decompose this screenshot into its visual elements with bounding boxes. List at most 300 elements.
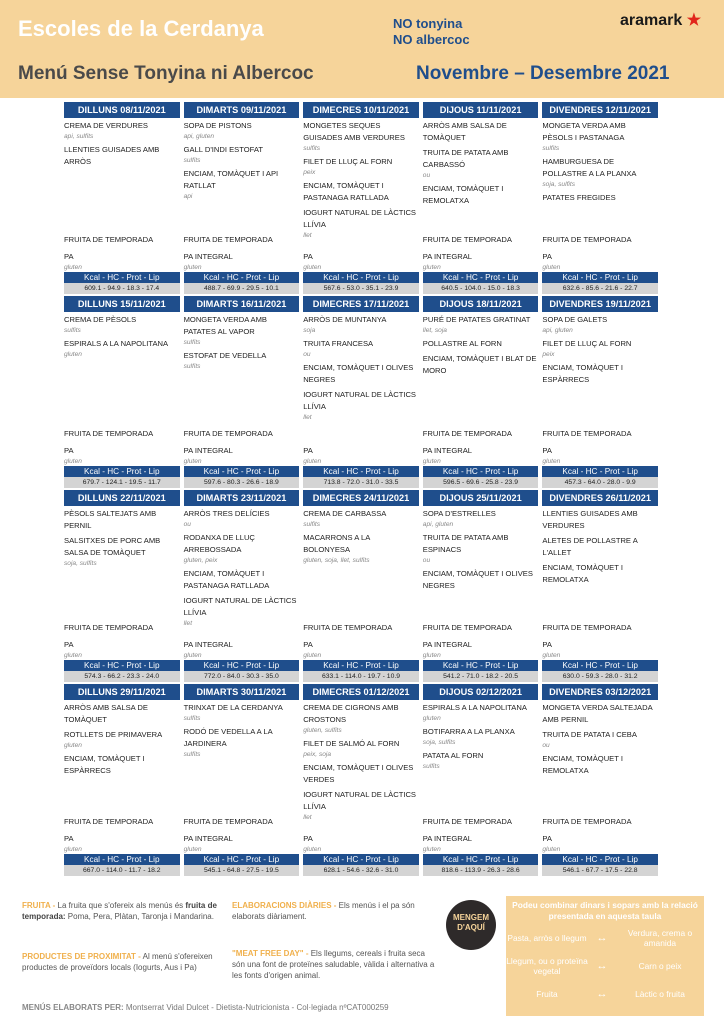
dish-name: ARRÒS TRES DELÍCIES [183, 509, 270, 518]
nutrition-header: Kcal - HC - Prot - Lip [423, 660, 539, 671]
fruit-item: FRUITA DE TEMPORADA [542, 429, 632, 438]
bread-allergens: gluten [303, 458, 322, 465]
day-header: DIMECRES 24/11/2021 [303, 490, 419, 506]
dish-allergens: sulfits [422, 763, 440, 770]
menu-grid [62, 102, 660, 878]
dish-name: CREMA DE VERDURES [64, 121, 148, 130]
dish-name: ESPIRALS A LA NAPOLITANA [422, 703, 527, 712]
credit-line [22, 1003, 389, 1012]
day-header: DIVENDRES 19/11/2021 [542, 296, 658, 312]
local-note-text: Al menú s'ofereixen productes de proveïdors locals (Iogurts, Aus i Pa) [22, 952, 213, 972]
bread-allergens: gluten [422, 264, 441, 271]
double-arrow-icon: ↔ [596, 988, 608, 1000]
fruit-item: FRUITA DE TEMPORADA [542, 817, 632, 826]
dish-allergens: api, gluten [183, 133, 215, 140]
day-cell [540, 102, 660, 294]
dish-allergens: ou [183, 521, 191, 528]
day-header: DIJOUS 18/11/2021 [423, 296, 539, 312]
week-row [62, 684, 660, 876]
dish-name: IOGURT NATURAL DE LÀCTICS LLÍVIA [303, 208, 416, 229]
nutrition-block [542, 854, 658, 876]
dish-allergens: llet, soja [422, 327, 447, 334]
dish-name: BOTIFARRA A LA PLANXA [422, 727, 515, 736]
bread-block [303, 445, 419, 466]
nutrition-header: Kcal - HC - Prot - Lip [64, 854, 180, 865]
dish-allergens: llet [183, 620, 193, 627]
nutrition-header: Kcal - HC - Prot - Lip [184, 854, 300, 865]
local-note [22, 951, 222, 973]
dish-name: ARRÒS AMB SALSA DE TOMÀQUET [64, 703, 148, 724]
dish-name: ENCIAM, TOMÀQUET I ESPÀRRECS [542, 363, 623, 384]
bread-allergens: gluten [422, 458, 441, 465]
star-icon: ★ [682, 12, 702, 29]
bread-item: PA [64, 640, 74, 649]
dish-name: GALL D'INDI ESTOFAT [183, 145, 263, 154]
nutrition-values: 545.1 - 64.8 - 27.5 - 19.5 [184, 865, 300, 876]
bread-allergens: gluten [183, 846, 202, 853]
day-header: DIMECRES 17/11/2021 [303, 296, 419, 312]
bread-item: PA INTEGRAL [422, 446, 473, 455]
nutrition-values: 772.0 - 84.0 - 30.3 - 35.0 [184, 671, 300, 682]
meat-free-text: Els llegums, cereals i fruita seca són una font de proteïnes saludable, vàlida i alternativa a les fonts d'origen animal. [232, 949, 435, 980]
dish-allergens: gluten, sulfits [303, 727, 342, 734]
nutrition-header: Kcal - HC - Prot - Lip [64, 466, 180, 477]
bread-item: PA INTEGRAL [183, 446, 233, 455]
dish-allergens: ou [422, 557, 431, 564]
day-cell [421, 684, 541, 876]
nutrition-header: Kcal - HC - Prot - Lip [423, 466, 539, 477]
bread-block [64, 639, 180, 660]
bread-allergens: gluten [542, 264, 561, 271]
bread-allergens: gluten [303, 652, 322, 659]
bread-allergens: gluten [64, 652, 82, 659]
combination-heading: Podeu combinar dinars i sopars amb la relació presentada en aquesta taula [512, 900, 698, 921]
day-header: DIJOUS 25/11/2021 [423, 490, 539, 506]
dish-name: CREMA DE PÈSOLS [64, 315, 137, 324]
day-cell [540, 296, 660, 488]
nutrition-block [303, 466, 419, 488]
nutrition-block [542, 660, 658, 682]
fruit-note-label: FRUITA - [22, 901, 56, 910]
menu-period: Novembre – Desembre 2021 [416, 63, 670, 84]
combination-row [506, 952, 704, 980]
local-badge [446, 900, 496, 950]
nutrition-header: Kcal - HC - Prot - Lip [542, 466, 658, 477]
day-header: DIVENDRES 03/12/2021 [542, 684, 658, 700]
bread-allergens: gluten [64, 846, 82, 853]
dish-allergens: peix [303, 169, 316, 176]
nutrition-header: Kcal - HC - Prot - Lip [303, 466, 419, 477]
bread-item: PA INTEGRAL [183, 640, 233, 649]
dish-allergens: api, sulfits [64, 133, 94, 140]
week-row [62, 102, 660, 294]
nutrition-values: 597.6 - 80.3 - 26.6 - 18.9 [184, 477, 300, 488]
dish-name: SOPA DE GALETS [542, 315, 608, 324]
nutrition-block [423, 854, 539, 876]
nutrition-block [184, 854, 300, 876]
nutrition-values: 546.1 - 67.7 - 17.5 - 22.8 [542, 865, 658, 876]
nutrition-values: 541.2 - 71.0 - 18.2 - 20.5 [423, 671, 539, 682]
bread-block [184, 833, 300, 854]
dish-name: LLENTIES GUISADES AMB VERDURES [542, 509, 638, 530]
bread-allergens: gluten [542, 458, 561, 465]
dish-allergens: sulfits [64, 327, 81, 334]
dish-name: ENCIAM, TOMÀQUET I PASTANAGA RATLLADA [303, 181, 389, 202]
nutrition-block [64, 272, 180, 294]
dish-name: LLENTIES GUISADES AMB ARRÒS [64, 145, 160, 166]
bread-allergens: gluten [183, 264, 202, 271]
dish-name: ENCIAM, TOMÀQUET I REMOLATXA [542, 563, 623, 584]
dish-allergens: gluten [64, 351, 82, 358]
menu-subtitle: Menú Sense Tonyina ni Albercoc [18, 63, 314, 84]
bread-block [184, 251, 300, 272]
dish-name: ENCIAM, TOMÀQUET I OLIVES NEGRES [422, 569, 533, 590]
daily-note-text: Els menús i el pa són elaborats diàriament. [232, 901, 415, 921]
fruit-item: FRUITA DE TEMPORADA [64, 817, 154, 826]
bread-item: PA INTEGRAL [183, 834, 233, 843]
meat-free-label: "MEAT FREE DAY" - [232, 949, 309, 958]
fruit-item: FRUITA DE TEMPORADA [303, 623, 393, 632]
nutrition-header: Kcal - HC - Prot - Lip [303, 854, 419, 865]
bread-item: PA [542, 446, 552, 455]
bread-block [64, 251, 180, 272]
dish-name: ENCIAM, TOMÀQUET I API RATLLAT [183, 169, 279, 190]
dish-name: ARRÒS DE MUNTANYA [303, 315, 387, 324]
nutrition-values: 567.6 - 53.0 - 35.1 - 23.9 [303, 283, 419, 294]
header-band [0, 0, 724, 98]
fruit-note-bold: fruita de temporada: [22, 901, 217, 921]
bread-item: PA [303, 834, 313, 843]
bread-allergens: gluten [422, 652, 441, 659]
day-cell [62, 490, 182, 682]
double-arrow-icon: ↔ [596, 960, 608, 972]
combination-right: Làctic o fruita [635, 989, 685, 999]
dish-allergens: gluten, soja, llet, sulfits [303, 557, 370, 564]
nutrition-header: Kcal - HC - Prot - Lip [303, 272, 419, 283]
bread-block [303, 639, 419, 660]
nutrition-block [64, 660, 180, 682]
nutrition-block [303, 272, 419, 294]
bread-allergens: gluten [183, 652, 202, 659]
bread-block [542, 445, 658, 466]
day-cell [540, 684, 660, 876]
nutrition-block [184, 660, 300, 682]
dish-name: PÈSOLS SALTEJATS AMB PERNIL [64, 509, 157, 530]
dish-allergens: sulfits [303, 521, 321, 528]
bread-allergens: gluten [542, 652, 561, 659]
bread-item: PA [303, 446, 313, 455]
dish-name: ESPIRALS A LA NAPOLITANA [64, 339, 169, 348]
no-tuna-label: NO tonyina [393, 16, 463, 31]
day-header: DIJOUS 11/11/2021 [423, 102, 539, 118]
bread-allergens: gluten [183, 458, 202, 465]
nutrition-values: 630.0 - 59.3 - 28.0 - 31.2 [542, 671, 658, 682]
nutrition-values: 609.1 - 94.9 - 18.3 - 17.4 [64, 283, 180, 294]
dish-allergens: ou [303, 351, 311, 358]
dish-allergens: llet [303, 414, 312, 421]
dish-name: TRUITA FRANCESA [303, 339, 374, 348]
bread-item: PA [542, 640, 552, 649]
dish-name: ENCIAM, TOMÀQUET I PASTANAGA RATLLADA [183, 569, 270, 590]
dish-name: MONGETA VERDA SALTEJADA AMB PERNIL [542, 703, 653, 724]
nutrition-values: 488.7 - 69.9 - 29.5 - 10.1 [184, 283, 300, 294]
fruit-item: FRUITA DE TEMPORADA [542, 623, 632, 632]
dish-name: ENCIAM, TOMÀQUET I REMOLATXA [542, 754, 623, 775]
nutrition-block [184, 466, 300, 488]
day-cell [301, 490, 421, 682]
combination-left: Fruita [536, 989, 558, 999]
dish-name: MONGETES SEQUES GUISADES AMB VERDURES [303, 121, 405, 142]
dish-allergens: soja, sulfits [64, 560, 97, 567]
dish-allergens: soja, sulfits [422, 739, 456, 746]
bread-item: PA [64, 834, 74, 843]
fruit-item: FRUITA DE TEMPORADA [64, 623, 154, 632]
day-header: DIMECRES 01/12/2021 [303, 684, 419, 700]
dish-name: TRINXAT DE LA CERDANYA [183, 703, 283, 712]
daily-note-label: ELABORACIONS DIÀRIES - [232, 901, 337, 910]
day-header: DIMECRES 10/11/2021 [303, 102, 419, 118]
bread-allergens: gluten [64, 458, 82, 465]
dish-name: CREMA DE CARBASSA [303, 509, 387, 518]
day-cell [62, 102, 182, 294]
dish-allergens: api, gluten [542, 327, 573, 334]
dish-allergens: gluten [64, 742, 82, 749]
dish-name: FILET DE LLUÇ AL FORN [542, 339, 632, 348]
dish-allergens: sulfits [183, 157, 201, 164]
nutrition-block [64, 854, 180, 876]
dish-allergens: peix, soja [303, 751, 332, 758]
dish-name: IOGURT NATURAL DE LÀCTICS LLÍVIA [303, 790, 416, 811]
day-header: DIMARTS 09/11/2021 [184, 102, 300, 118]
nutrition-values: 574.3 - 66.2 - 23.3 - 24.0 [64, 671, 180, 682]
nutrition-block [303, 854, 419, 876]
day-cell [540, 490, 660, 682]
footer [0, 890, 724, 1024]
day-header: DIMARTS 30/11/2021 [184, 684, 300, 700]
nutrition-block [423, 660, 539, 682]
dish-allergens: sulfits [183, 751, 201, 758]
fruit-item: FRUITA DE TEMPORADA [542, 235, 632, 244]
day-header: DIVENDRES 26/11/2021 [542, 490, 658, 506]
dish-name: ENCIAM, TOMÀQUET I BLAT DE MORO [422, 354, 537, 375]
bread-block [423, 251, 539, 272]
fruit-item: FRUITA DE TEMPORADA [422, 623, 512, 632]
bread-block [64, 833, 180, 854]
dish-name: SALSITXES DE PORC AMB SALSA DE TOMÀQUET [64, 536, 161, 557]
combination-left: Pasta, arròs o llegum [507, 933, 587, 943]
day-cell [301, 684, 421, 876]
day-cell [62, 684, 182, 876]
nutrition-header: Kcal - HC - Prot - Lip [64, 272, 180, 283]
bread-block [542, 833, 658, 854]
bread-block [423, 639, 539, 660]
nutrition-block [542, 466, 658, 488]
dish-allergens: llet [303, 814, 312, 821]
day-cell [182, 684, 302, 876]
dish-name: RODANXA DE LLUÇ ARREBOSSADA [183, 533, 255, 554]
school-title: Escoles de la Cerdanya [18, 16, 264, 41]
nutrition-values: 633.1 - 114.0 - 19.7 - 10.9 [303, 671, 419, 682]
bread-allergens: gluten [542, 846, 561, 853]
bread-item: PA [303, 640, 313, 649]
nutrition-header: Kcal - HC - Prot - Lip [184, 660, 300, 671]
day-cell [301, 296, 421, 488]
dish-name: RODÓ DE VEDELLA A LA JARDINERA [183, 727, 273, 748]
no-ingredients-notice [393, 16, 470, 48]
dish-name: ENCIAM, TOMÀQUET I OLIVES NEGRES [303, 363, 414, 384]
nutrition-block [423, 272, 539, 294]
fruit-item: FRUITA DE TEMPORADA [422, 817, 512, 826]
nutrition-header: Kcal - HC - Prot - Lip [184, 272, 300, 283]
fruit-item: FRUITA DE TEMPORADA [422, 429, 512, 438]
bread-block [64, 445, 180, 466]
day-header: DILLUNS 15/11/2021 [64, 296, 180, 312]
combination-left: Llegum, ou o proteïna vegetal [506, 956, 588, 976]
nutrition-block [184, 272, 300, 294]
nutrition-header: Kcal - HC - Prot - Lip [64, 660, 180, 671]
day-cell [182, 490, 302, 682]
dish-name: HAMBURGUESA DE POLLASTRE A LA PLANXA [542, 157, 637, 178]
day-cell [301, 102, 421, 294]
nutrition-values: 457.3 - 64.0 - 28.0 - 9.9 [542, 477, 658, 488]
week-row [62, 296, 660, 488]
bread-allergens: gluten [303, 264, 322, 271]
nutrition-values: 667.0 - 114.0 - 11.7 - 18.2 [64, 865, 180, 876]
dish-allergens: sulfits [183, 363, 201, 370]
aramark-logo [620, 10, 701, 30]
dish-name: TRUITA DE PATATA AMB CARBASSÓ [422, 148, 509, 169]
fruit-note-text: La fruita que s'ofereix als menús és [55, 901, 186, 910]
fruit-item: FRUITA DE TEMPORADA [422, 235, 512, 244]
daily-note [232, 900, 438, 922]
bread-item: PA [542, 834, 552, 843]
combination-right: Carn o peix [638, 961, 682, 971]
dish-name: FILET DE LLUÇ AL FORN [303, 157, 393, 166]
nutrition-header: Kcal - HC - Prot - Lip [303, 660, 419, 671]
dish-allergens: soja [303, 327, 316, 334]
nutrition-values: 818.6 - 113.9 - 26.3 - 28.6 [423, 865, 539, 876]
day-header: DIMARTS 16/11/2021 [184, 296, 300, 312]
day-header: DIJOUS 02/12/2021 [423, 684, 539, 700]
day-header: DILLUNS 29/11/2021 [64, 684, 180, 700]
dish-allergens: soja, sulfits [542, 181, 575, 188]
dish-allergens: sulfits [542, 145, 560, 152]
nutrition-block [423, 466, 539, 488]
bread-item: PA INTEGRAL [422, 834, 473, 843]
nutrition-values: 679.7 - 124.1 - 19.5 - 11.7 [64, 477, 180, 488]
bread-block [303, 833, 419, 854]
bread-item: PA [303, 252, 313, 261]
dish-name: IOGURT NATURAL DE LÀCTICS LLÍVIA [303, 390, 416, 411]
logo-text: aramark [620, 12, 683, 29]
credit-text: Montserrat Vidal Dulcet - Dietista-Nutricionista - Col·legiada nºCAT000259 [123, 1003, 389, 1012]
bread-item: PA INTEGRAL [183, 252, 233, 261]
dish-allergens: api [183, 193, 193, 200]
bread-item: PA INTEGRAL [422, 640, 473, 649]
nutrition-header: Kcal - HC - Prot - Lip [542, 272, 658, 283]
dish-name: FILET DE SALMÓ AL FORN [303, 739, 400, 748]
dish-allergens: gluten, peix [183, 557, 218, 564]
combination-right: Verdura, crema o amanida [627, 928, 693, 948]
dish-name: ROTLLETS DE PRIMAVERA [64, 730, 163, 739]
day-header: DIVENDRES 12/11/2021 [542, 102, 658, 118]
bread-block [184, 639, 300, 660]
dish-allergens: sulfits [183, 339, 201, 346]
dish-name: POLLASTRE AL FORN [422, 339, 502, 348]
day-cell [182, 102, 302, 294]
day-header: DILLUNS 08/11/2021 [64, 102, 180, 118]
bread-item: PA INTEGRAL [422, 252, 473, 261]
dish-name: ALETES DE POLLASTRE A L'ALLET [542, 536, 638, 557]
dish-allergens: sulfits [303, 145, 321, 152]
nutrition-header: Kcal - HC - Prot - Lip [184, 466, 300, 477]
fruit-item: FRUITA DE TEMPORADA [183, 817, 273, 826]
dish-name: SOPA DE PISTONS [183, 121, 252, 130]
dish-name: MACARRONS A LA BOLONYESA [303, 533, 370, 554]
no-apricot-label: NO albercoc [393, 32, 470, 47]
day-header: DILLUNS 22/11/2021 [64, 490, 180, 506]
nutrition-values: 640.5 - 104.0 - 15.0 - 18.3 [423, 283, 539, 294]
badge-line-1: MENGEM [453, 913, 489, 922]
dish-name: IOGURT NATURAL DE LÀCTICS LLÍVIA [183, 596, 297, 617]
bread-block [423, 833, 539, 854]
bread-block [542, 251, 658, 272]
nutrition-values: 632.6 - 85.6 - 21.6 - 22.7 [542, 283, 658, 294]
double-arrow-icon: ↔ [596, 932, 608, 944]
dish-name: TRUITA DE PATATA I CEBA [542, 730, 637, 739]
nutrition-header: Kcal - HC - Prot - Lip [542, 854, 658, 865]
bread-block [184, 445, 300, 466]
bread-allergens: gluten [64, 264, 82, 271]
combination-rows [506, 924, 704, 1008]
fruit-item: FRUITA DE TEMPORADA [64, 429, 154, 438]
dish-name: PATATA AL FORN [422, 751, 484, 760]
combination-row [506, 980, 704, 1008]
combination-row [506, 924, 704, 952]
day-cell [182, 296, 302, 488]
nutrition-header: Kcal - HC - Prot - Lip [423, 272, 539, 283]
credit-label: MENÚS ELABORATS PER: [22, 1003, 124, 1012]
bread-block [303, 251, 419, 272]
bread-allergens: gluten [303, 846, 322, 853]
dish-allergens: ou [422, 172, 431, 179]
fruit-item: FRUITA DE TEMPORADA [183, 429, 273, 438]
dish-name: MONGETA VERDA AMB PÈSOLS I PASTANAGA [542, 121, 626, 142]
dish-name: ENCIAM, TOMÀQUET I OLIVES VERDES [303, 763, 414, 784]
fruit-note [22, 900, 238, 922]
dish-allergens: sulfits [183, 715, 201, 722]
local-note-label: PRODUCTES DE PROXIMITAT - [22, 952, 141, 961]
bread-block [542, 639, 658, 660]
dish-name: SOPA D'ESTRELLES [422, 509, 496, 518]
day-cell [62, 296, 182, 488]
day-cell [421, 296, 541, 488]
day-cell [421, 102, 541, 294]
dish-allergens: api, gluten [422, 521, 454, 528]
fruit-note-text-2: Poma, Pera, Plàtan, Taronja i Mandarina. [65, 912, 214, 921]
combination-table [506, 896, 704, 1016]
bread-item: PA [64, 252, 74, 261]
nutrition-block [303, 660, 419, 682]
nutrition-block [542, 272, 658, 294]
dish-name: PATATES FREGIDES [542, 193, 616, 202]
badge-line-2: D'AQUÍ [457, 923, 485, 932]
dish-name: TRUITA DE PATATA AMB ESPINACS [422, 533, 509, 554]
meat-free-note [232, 948, 438, 981]
dish-name: ENCIAM, TOMÀQUET I ESPÀRRECS [64, 754, 145, 775]
dish-name: MONGETA VERDA AMB PATATES AL VAPOR [183, 315, 268, 336]
dish-name: CREMA DE CIGRONS AMB CROSTONS [303, 703, 399, 724]
